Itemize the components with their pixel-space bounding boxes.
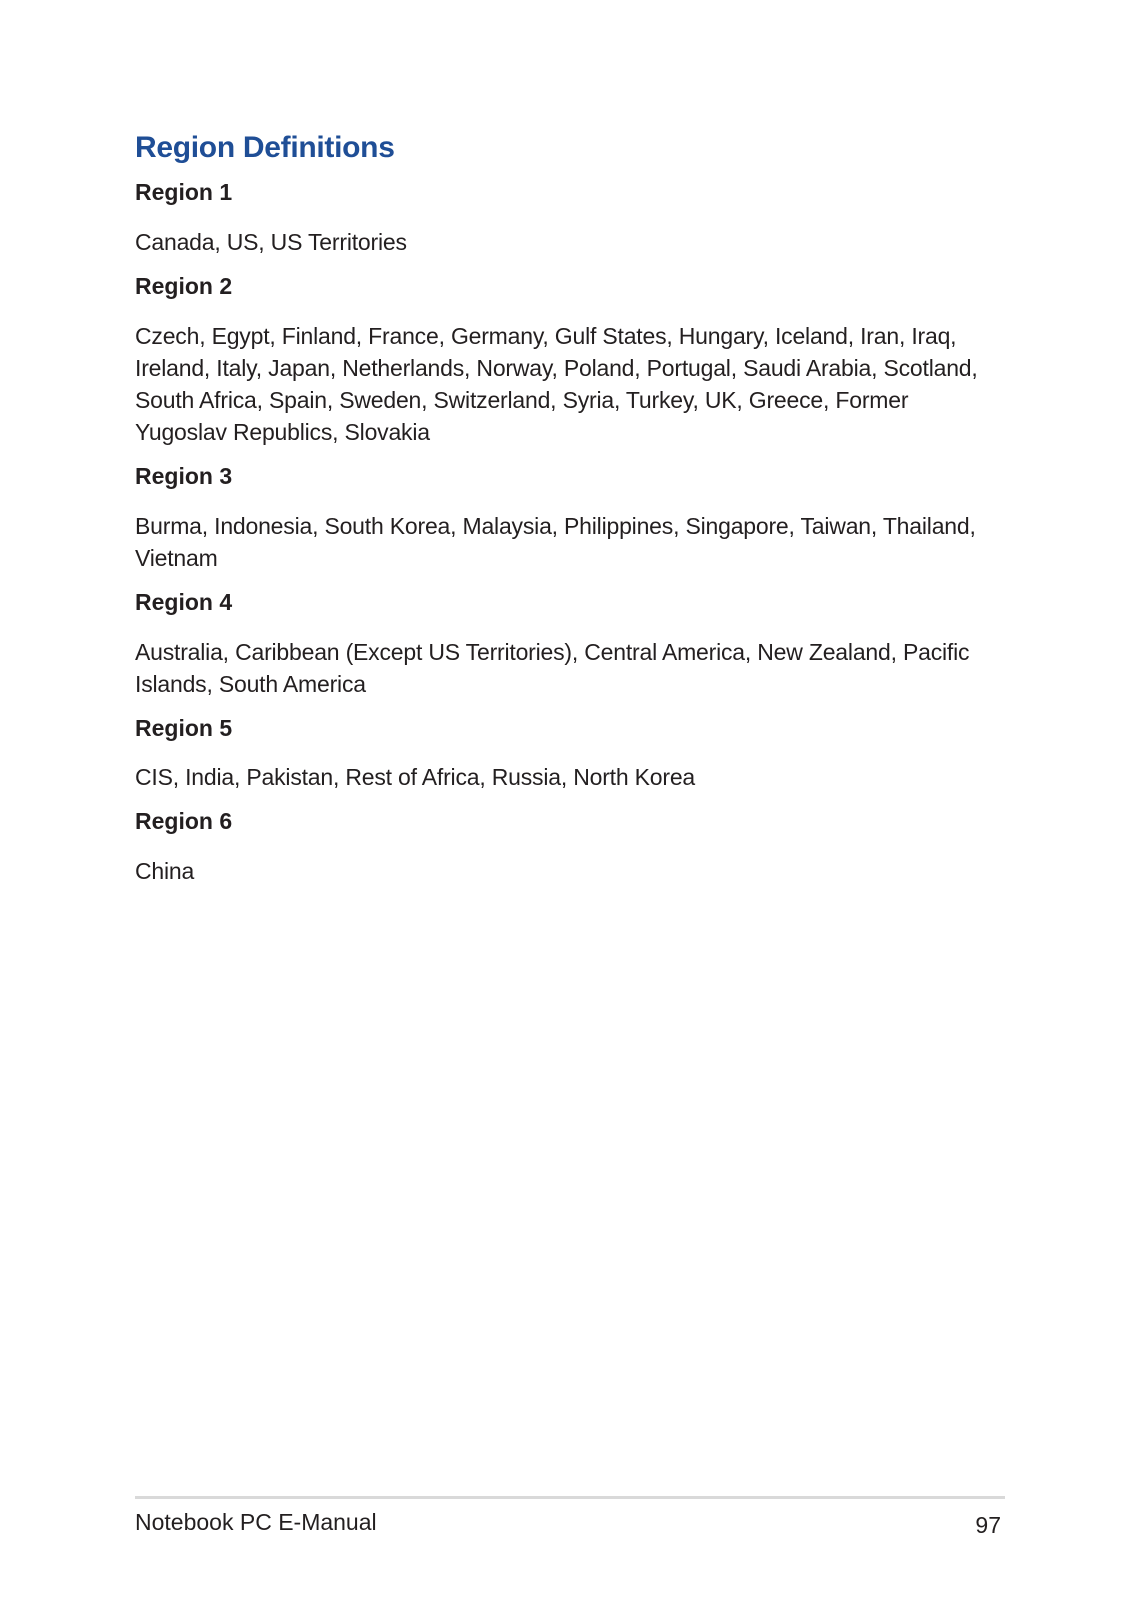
- region-countries: Czech, Egypt, Finland, France, Germany, Gulf States, Hungary, Iceland, Iran, Iraq, Ireland, Italy, Japan, Netherlands, Norway, Poland, Portugal, Saudi Arabia, Scotland, South Africa, Spain, Sweden, Switzerland, Syria, Turkey, UK, Greece, Former Yugoslav Republics, Slovakia: [135, 322, 978, 445]
- region-countries: China: [135, 858, 195, 885]
- region-section-1: [135, 178, 1005, 258]
- page-title: Region Definitions: [135, 131, 395, 164]
- region-section-4: [135, 588, 1005, 700]
- region-heading: Region 3: [135, 462, 233, 489]
- region-section-2: [135, 272, 1005, 448]
- region-section-5: [135, 714, 1005, 794]
- region-section-6: [135, 807, 1005, 887]
- region-countries: Australia, Caribbean (Except US Territories), Central America, New Zealand, Pacific Islands, South America: [135, 638, 970, 697]
- region-heading: Region 1: [135, 179, 233, 205]
- page-content: [135, 130, 1005, 887]
- region-countries: Canada, US, US Territories: [135, 228, 407, 255]
- page-number: 97: [975, 1512, 1001, 1538]
- footer-manual-title: Notebook PC E-Manual: [135, 1509, 377, 1535]
- region-heading: Region 6: [135, 808, 233, 835]
- region-countries: CIS, India, Pakistan, Rest of Africa, Russia, North Korea: [135, 764, 696, 791]
- region-heading: Region 5: [135, 714, 233, 741]
- footer-divider: [135, 1496, 1005, 1499]
- region-section-3: [135, 462, 1005, 574]
- region-heading: Region 2: [135, 272, 233, 299]
- region-countries: Burma, Indonesia, South Korea, Malaysia, Philippines, Singapore, Taiwan, Thailand, Vietnam: [135, 512, 976, 571]
- region-heading: Region 4: [135, 588, 233, 615]
